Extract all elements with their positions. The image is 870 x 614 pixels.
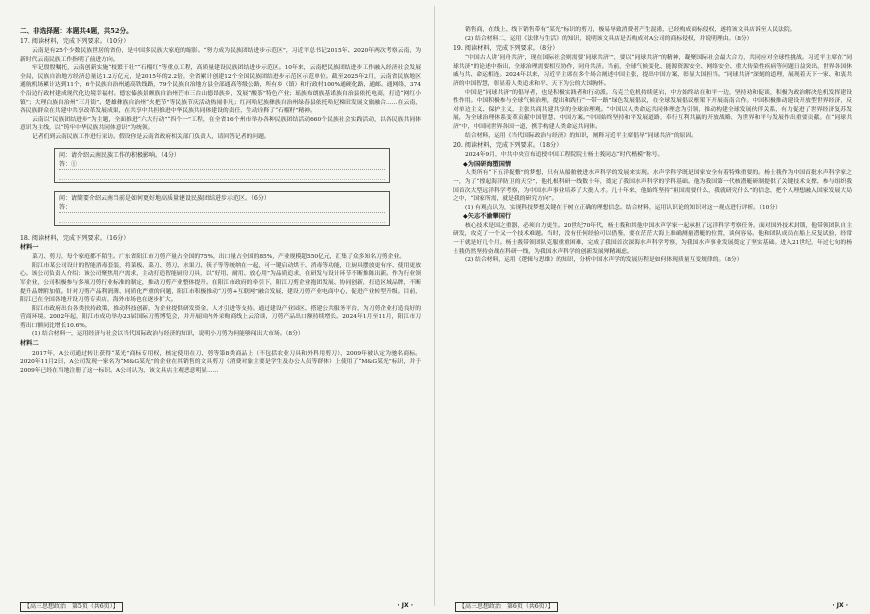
material-1-label: 材料一: [20, 243, 39, 251]
q20-paragraph-1: 人类所有“下五洋捉鳖”的梦想，只有从船舶驶进水声科学的发展来实现。水声学科学既是国家安全有着特殊重要的。杨士莪作为中国首批水声科学家之一，为了“撑起海洋防卫的天空”，他扎根科研一线数十年，奠定了我国水声科学的学科基础。他为我国第一代核潜艇研制提供了关键技术支撑，参与组织我国首次大型远洋科学考察，为中国水声事业培养了大批人才。几十年来，他始终坚持“祖国需要什么，我就研究什么”的信念，把个人理想融入国家发展大局之中，“国家所需，就是我的研究方向”。: [453, 170, 852, 203]
q19-paragraph-1: “中国古人讲‘同舟共济’，现在国际社会则需要‘同球共济’”，要以“同球共济”的精神，凝聚国际社会最大合力，共同应对全球性挑战。习近平主席在“同球共济”的论述中指出，全球治理需要相互协作，同舟共济。当前，全球气候变化、能源资源安全、网络安全、重大传染性疾病等问题日益突出，世界各国休戚与共、命运相连。2024年以来，习近平主席在多个场合阐述中国主张，提出中国方案，彰显大国担当。“同球共济”深刻的道理，展现着天下一家、和衷共济的中国智慧，彰显着人类追求和平、天下为公的大国胸怀。: [453, 55, 852, 87]
q20-intro: 2024年9月，中共中央宣布追授中国工程院院士杨士莪同志“时代楷模”称号。: [465, 152, 664, 159]
m1-paragraph-3: 阳江市政府出台各类扶持政策，推动科技创新，为企业提供研发资金、人才引进等支持。通过建设产业园区、搭建公共服务平台，为刀剪企业打造良好的营商环境。2002年起，阳江市成功举办23届国际刀剪博览会，并开展国内外采购商线上云洽谈，刀剪产品出口额持续增长。2024年1月至11月，阳江市刀剪出口额同比增长10.6%。: [20, 305, 421, 329]
answer-box-2[interactable]: [54, 191, 390, 226]
m2-paragraph-1: 2017年，A公司通过转让获得“某光”商标专用权，核定使用在刀、剪等第8类商品上（不包括农业刀具和外科用剪刀），2009年被认定为驰名商标。2020年11月2日，A公司发现一家名为“M&G某光”的企业在其销售的文具剪刀（消费对象主要是学生及办公人员等群体）上使用了“M&G某光”标识，并于2009年已经在当地注册了这一标识。A公司认为，该文具店主观恶意明显……: [20, 350, 421, 374]
q17-paragraph-2: 云南以“民族团结进步”为主题，全面推进“六大行动”“四个一”工程，在全省16个州市举办各种民族团结活动660个民族社会实践活动，以各民族共同体意识为主线，以“铸牢中华民族共同体意识”为统领。: [20, 116, 421, 132]
answer-box-2-question: 问：请简要介绍云南当前是如何更好地高质量建设民族团结进步示范区。（6分）: [59, 194, 270, 202]
q20-paragraph-2: 核心技术是国之重器，必须自力更生。20世纪70年代，杨士莪和其他中国水声学家一起承担了远洋科学考察任务。面对国外技术封锁，他带领团队自主研发，攻克了一个又一个技术难题。当时，没有任何经验可以借鉴，要在茫茫大海上准确测量潜艇的位置，谈何容易。他和团队成员在船上反复试验，经常一干就是好几个月。杨士莪带领团队克服重重困难，完成了我国首次深海水声科学考察，为我国水声事业发展奠定了坚实基础。进入21世纪，年过七旬的杨士莪仍然坚持奋战在科研一线，为我国水声科学的创新发展殚精竭虑。: [453, 222, 852, 255]
m1-question: (1) 结合材料一，运用经济与社会以当代国际政治与经济的知识，说明小刀剪为何能够闯出大市场。（8分）: [32, 331, 304, 338]
q17-paragraph-3: 记者们到云南民族工作进行采访。假设你是云南省政府相关部门负责人，请回答记者的问题。: [32, 133, 270, 140]
footer-mark: · JX ·: [832, 602, 848, 609]
answer-line[interactable]: [59, 170, 385, 180]
q17-paragraph-1: 牢记殷殷嘱托，云南创新实施“枝繁干壮”“石榴红”等重点工程，高质量建设民族团结进步示范区。10年来，云南把民族团结进步工作融入经济社会发展全局，民族自治地方经济总量达1.2万亿元，是2015年的2.2倍，全省累计创建12个全国民族团结进步示范区示范单位。截至2025年2月，云南省民族地区通航机场累计达到11个，6个民族自治州通高铁线路，79个民族自治地方县全部通高等级公路，所有乡（镇）和行政村100%通硬化路、通邮、通网络，374个沿边行政村建成现代化边境幸福村。德宏傣族景颇族自治州芒市三台山德昂族乡，发展“酸茶”特色产业；瑶族布朗族基诺族自治县依托电商，打造“网红小镇”；大理白族自治州“三月街”、楚雄彝族自治州“火把节”等民族节庆活动热闹非凡；红河哈尼族彝族自治州绿春县依托哈尼梯田发展文旅融合……在云南，各民族群众在共建中共享改革发展成果，在共享中共担推进中华民族共同体建设的责任，生动诠释了“石榴籽”精神。: [20, 65, 421, 115]
q17-quote: 云南是有25个少数民族世居的省份，是中国多民族大家庭的缩影。“努力成为民族团结进步示范区”，习近平总书记2015年、2020年两次考察云南，为新时代云南民族工作指明了前进方向。: [20, 48, 421, 63]
q20-heading-2: ◆矢志不渝攀国行: [463, 213, 512, 221]
answer-box-1-question: 问：请介绍云南民族工作的积极影响。（4分）: [59, 151, 180, 159]
question-20-head: 20. 阅读材料，完成下列要求。（18分）: [453, 142, 563, 150]
footer-mark: · JX ·: [397, 602, 413, 609]
answer-box-1[interactable]: [54, 148, 390, 183]
q20-question-2: (2) 结合材料，运用《逻辑与思维》的知识，分析中国水声学的发展历程是如何体现质量互变规律的。（8分）: [465, 257, 743, 264]
q19-question: 结合材料，运用《当代国际政治与经济》的知识，阐释习近平主席倡导“同球共济”的原因。: [465, 132, 698, 139]
footer-label: 【高三思想政治 第5页（共6页）】: [20, 602, 123, 612]
m1-paragraph-2: 阳江市某公司设计的智能消毒套装，将菜板、菜刀、剪刀、水果刀、筷子等等统纳在一起，可一键启动烘干、消毒等功能，让厨具摆放更有序、使用更放心。该公司负责人介绍：该公司聚焦用户需求，主动打造智能厨房刀具，以“好用、耐用、放心用”为品质追求，在研发与设计环节不断推陈出新。作为行业领军企业，公司积极参与多项刀剪行业标准的制定，推动刀剪产业整体提升。在阳江市政府的牵引下，阳江刀剪企业抱团发展、协同创新，打造区域品牌，不断提升品牌附加值。针对刀剪产品利润薄、同质化严重的问题，阳江市积极推动“刀剪+互联网”融合发展，建设刀剪产业电商中心，促进产业转型升级。目前，阳江已在全国各地开设刀剪专卖店，海外市场也在逐步扩大。: [20, 262, 421, 304]
q18-part-2: (2) 结合材料二，运用《法律与生活》的知识，说明该文具店是否构成对A公司的商标侵权，并说明理由。（8分）: [465, 35, 753, 42]
footer-label: 【高三思想政治 第6页（共6页）】: [455, 602, 558, 612]
question-19-head: 19. 阅读材料，完成下列要求。（8分）: [453, 45, 559, 53]
q20-heading-1: ◆为国研海塑国情: [463, 160, 512, 168]
answer-line[interactable]: [59, 213, 385, 223]
question-17-head: 17. 阅读材料，完成下列要求。（10分）: [20, 38, 130, 45]
continued-paragraph: 销售商，在线上、线下销售带有“某光”标识的剪刀，极易导致消费者产生混淆，已经构成商标侵权，遂将该文具店诉至人民法院。: [465, 27, 796, 33]
material-2-label: 材料二: [20, 340, 39, 348]
page-6: [435, 0, 870, 614]
answer-box-2-answer[interactable]: 答：: [59, 203, 385, 213]
section-title: 二、非选择题：本题共4题，共52分。: [20, 27, 133, 35]
question-18-head: 18. 阅读材料，完成下列要求。（16分）: [20, 234, 130, 242]
m1-paragraph-1: 菜刀、剪刀，每个家庭都不陌生。广东省阳江市刀剪产量占全国的75%，出口量占全国的85%，产业规模超550亿元，汇集了众多知名刀剪企业。: [32, 254, 406, 261]
q19-paragraph-2: 中国是“同球共济”的倡导者，也是积极实践者和行动派。乌克兰危机持续延宕，中方始终站在和平一边，坚持劝和促谈，积极为政治解决危机发挥建设性作用。中国积极参与全球气候治理，提出和践行“一带一路”绿色发展倡议，在全球发展倡议框架下开展南南合作。中国积极推动建设开放型世界经济，反对单边主义、保护主义，主张共商共建共享的全球治理观。“中国以人类命运共同体理念为引领，推动构建全球发展伙伴关系，有力促进了世界经济复苏发展，为全球治理体系变革贡献中国智慧、中国方案。”中国始终坚持和平发展道路，奉行互利共赢的开放战略，为世界和平与发展作出重要贡献。在“同球共济”中，中国同世界各国一道，携手构建人类命运共同体。: [453, 89, 852, 130]
answer-box-1-answer[interactable]: 答：①: [59, 160, 385, 170]
q20-question-1: (1) 有观点认为，实现科技梦想关键在于树立正确的理想信念。结合材料，运用认识论的知识对这一观点进行评析。（10分）: [465, 204, 781, 211]
